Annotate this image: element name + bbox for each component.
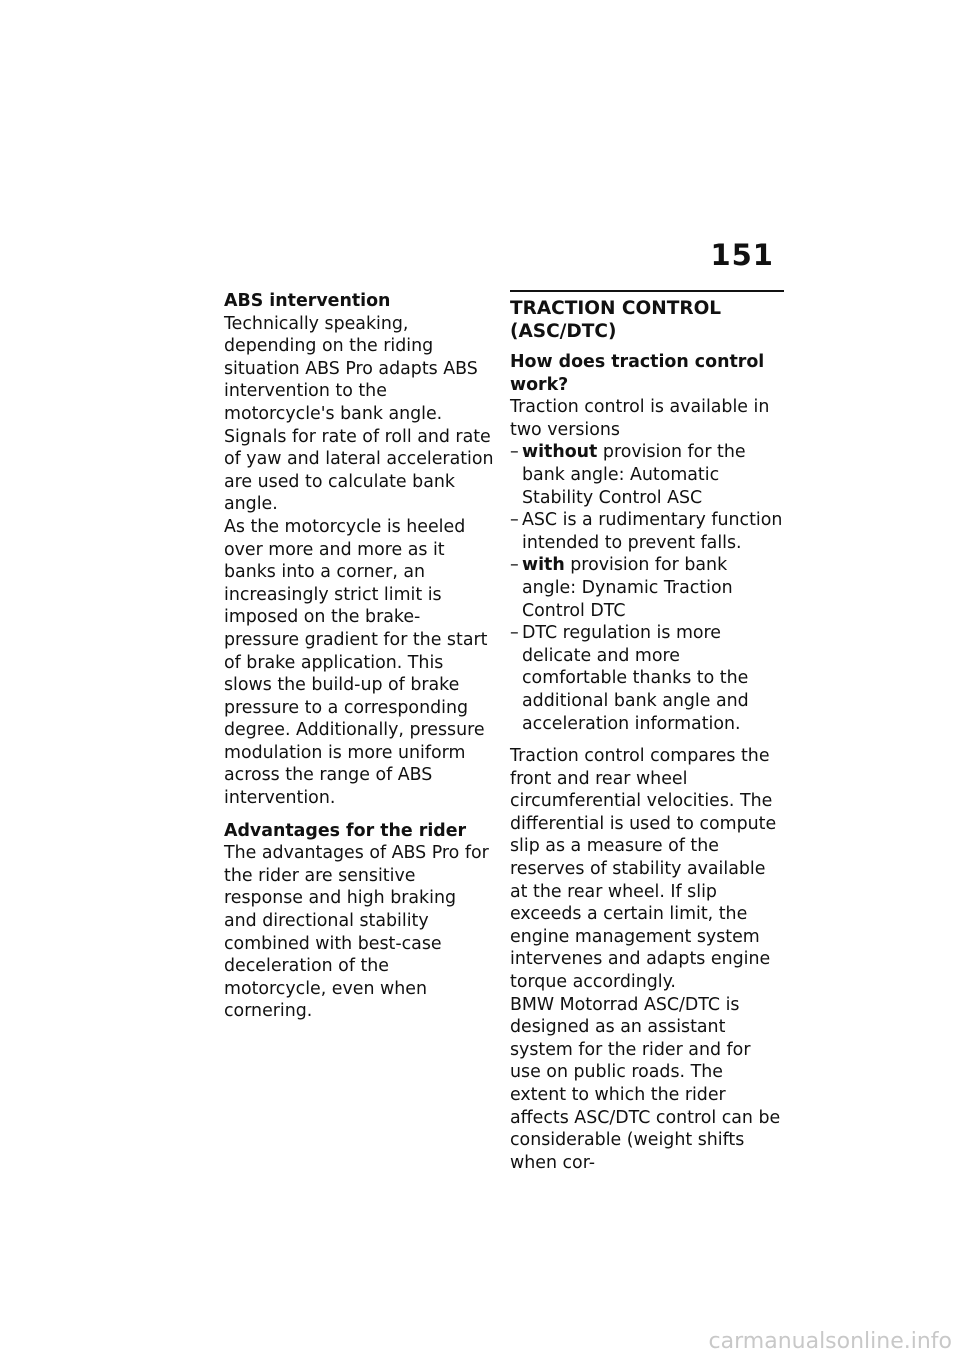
abs-intervention-paragraph-1: Technically speaking, depending on the riding situation ABS Pro adapts ABS intervention to the motorcycle's bank angle. Signals for rate of roll and rate of yaw and lateral acceleration are used to calculate bank angle.	[224, 313, 494, 515]
traction-control-paragraph-2: BMW Motorrad ASC/DTC is designed as an assistant system for the rider and for use on public roads. The extent to which the rider affects ASC/DTC control can be considerable (weight shifts when cor-	[510, 994, 781, 1173]
left-column	[224, 290, 494, 1023]
page-number: 151	[710, 238, 774, 272]
abs-intervention-paragraph-2: As the motorcycle is heeled over more and more as it banks into a corner, an increasingly strict limit is imposed on the brake-pressure gradient for the start of brake application. This slows the build-up of brake pressure to a corresponding degree. Additionally, pressure modulation is more uniform across the range of ABS intervention.	[224, 516, 488, 809]
watermark: carmanualsonline.info	[708, 1329, 952, 1354]
advantages-paragraph: The advantages of ABS Pro for the rider are sensitive response and high braking and directional stability combined with best-case deceleration of the motorcycle, even when cornering.	[224, 843, 489, 1022]
list-item-text: provision for the bank angle: Automatic Stability Control ASC	[522, 442, 746, 508]
list-item-text: provision for bank angle: Dynamic Traction Control DTC	[522, 555, 733, 621]
list-dash: –	[510, 442, 519, 463]
traction-control-intro: Traction control is available in two versions	[510, 397, 770, 440]
list-item-text: DTC regulation is more delicate and more comfortable thanks to the additional bank angle and acceleration information.	[522, 623, 749, 734]
list-item-bold: with	[522, 555, 565, 576]
list-item	[510, 554, 784, 622]
how-traction-control-works-heading: How does traction control work?	[510, 352, 765, 395]
traction-control-section-title: TRACTION CONTROL (ASC/DTC)	[510, 290, 784, 343]
list-item-bold: without	[522, 442, 598, 463]
list-item-text: ASC is a rudimentary function intended to prevent falls.	[522, 510, 783, 553]
abs-intervention-heading: ABS intervention	[224, 291, 391, 311]
right-column	[510, 290, 784, 1174]
list-item	[510, 509, 784, 554]
traction-control-versions-list	[510, 441, 784, 735]
list-dash: –	[510, 555, 519, 576]
list-item	[510, 622, 784, 735]
advantages-heading: Advantages for the rider	[224, 820, 467, 841]
list-item	[510, 441, 784, 509]
list-dash: –	[510, 623, 519, 644]
list-dash: –	[510, 510, 519, 531]
traction-control-paragraph-1: Traction control compares the front and rear wheel circumferential velocities. The differential is used to compute slip as a measure of the reserves of stability available at the rear wheel. If slip exceeds a certain limit, the engine management system intervenes and adapts engine torque accordingly.	[510, 746, 777, 993]
